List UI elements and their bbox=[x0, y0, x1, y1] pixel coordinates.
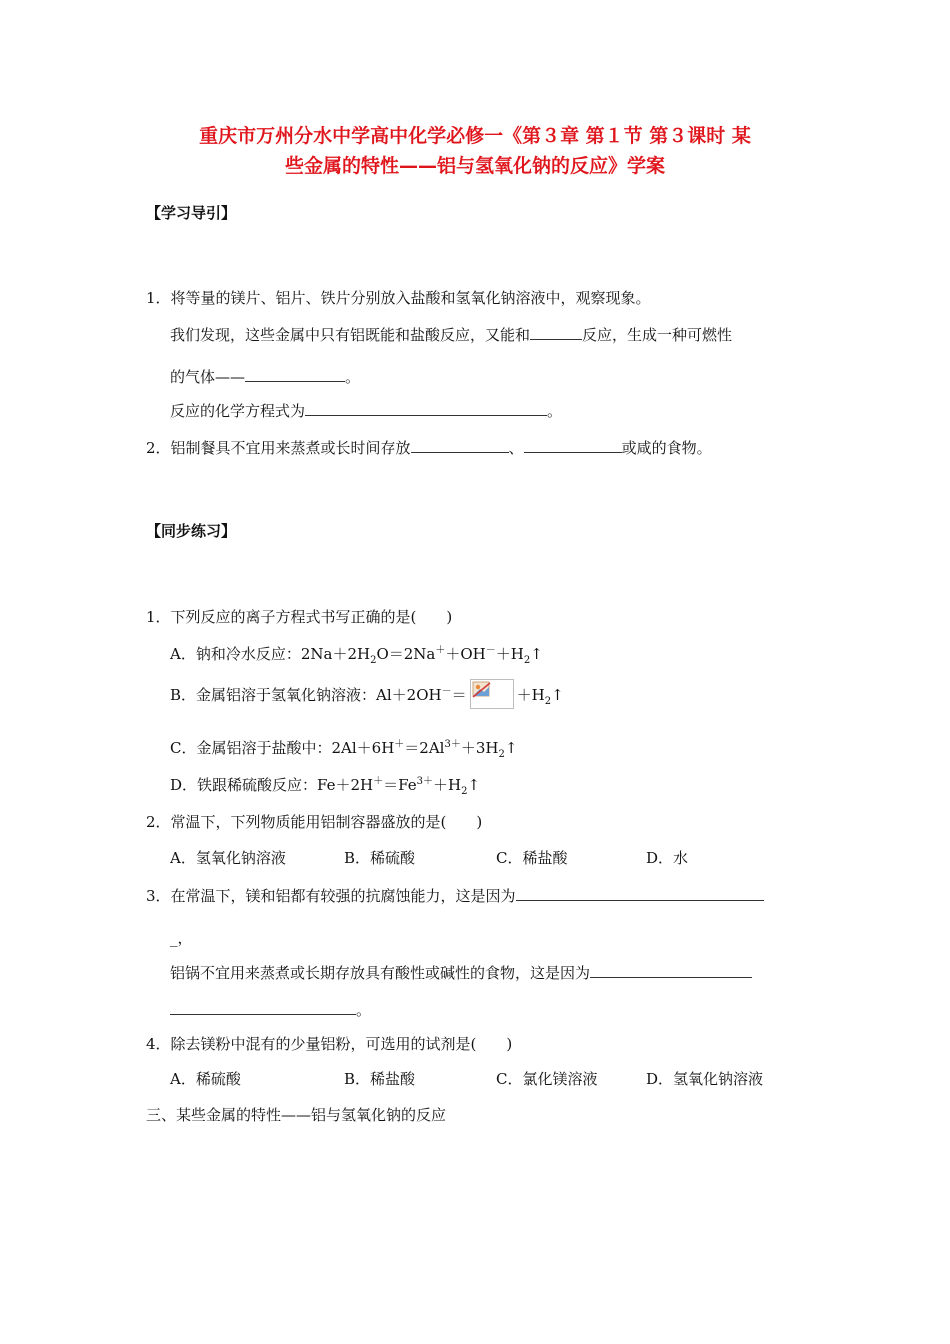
subscript: 2 bbox=[498, 749, 505, 760]
practice-q4-option-b: B．稀盐酸 bbox=[344, 1070, 416, 1088]
practice-q2-option-a: A．氢氧化钠溶液 bbox=[170, 849, 286, 867]
option-a-text: O＝2Na bbox=[376, 645, 436, 663]
superscript: － bbox=[441, 686, 452, 697]
option-b-text: B．金属铝溶于氢氧化钠溶液：Al＋2OH bbox=[170, 686, 442, 704]
practice-q4-option-a: A．稀硫酸 bbox=[170, 1070, 241, 1088]
option-b-text: ＝ bbox=[451, 686, 467, 704]
guide-q1-line4 bbox=[170, 399, 562, 422]
guide-q2-text-a: 2．铝制餐具不宜用来蒸煮或长时间存放 bbox=[146, 439, 411, 457]
superscript: ＋ bbox=[435, 645, 446, 656]
practice-q3-text-c: 铝锅不宜用来蒸煮或长期存放具有酸性或碱性的食物，这是因为 bbox=[170, 964, 591, 982]
up-arrow: ↑ bbox=[530, 645, 543, 663]
up-arrow: ↑ bbox=[467, 776, 481, 794]
practice-q4-option-c: C．氯化镁溶液 bbox=[496, 1070, 598, 1088]
practice-q1-option-c bbox=[170, 737, 517, 759]
guide-q1-line3-text-b: 。 bbox=[345, 368, 361, 386]
practice-q3-line3 bbox=[170, 961, 752, 984]
guide-q2 bbox=[146, 436, 712, 459]
guide-q1-line2-text-a: 我们发现，这些金属中只有铝既能和盐酸反应，又能和 bbox=[170, 326, 531, 344]
superscript: － bbox=[485, 645, 496, 656]
section-heading-practice: 【同步练习】 bbox=[146, 522, 237, 540]
practice-q4-option-d: D．氢氧化钠溶液 bbox=[646, 1070, 764, 1088]
subscript: 2 bbox=[523, 655, 531, 666]
guide-q1-line2 bbox=[170, 323, 732, 346]
subscript: 2 bbox=[370, 655, 377, 666]
practice-q1-stem: 1．下列反应的离子方程式书写正确的是( ) bbox=[146, 608, 453, 626]
fill-blank[interactable] bbox=[170, 998, 356, 1015]
option-d-text: ＋H bbox=[432, 776, 462, 794]
guide-q1-line2-text-b: 反应，生成一种可燃性 bbox=[582, 326, 733, 344]
practice-q4-stem: 4．除去镁粉中混有的少量铝粉，可选用的试剂是( ) bbox=[146, 1035, 513, 1053]
option-a-text: ＋OH bbox=[445, 645, 486, 663]
guide-q1-line3 bbox=[170, 365, 360, 388]
option-c-text: ＋3H bbox=[460, 739, 499, 757]
option-c-text: ＝2Al bbox=[404, 739, 445, 757]
document-title-line-2: 些金属的特性——铝与氢氧化钠的反应》学案 bbox=[284, 155, 665, 177]
fill-blank[interactable] bbox=[305, 399, 547, 416]
superscript: 3＋ bbox=[444, 739, 461, 750]
footer-section-title: 三、某些金属的特性——铝与氢氧化钠的反应 bbox=[146, 1106, 447, 1124]
practice-q1-option-a bbox=[170, 643, 543, 665]
fill-blank[interactable] bbox=[524, 436, 622, 453]
fill-blank[interactable] bbox=[411, 436, 509, 453]
broken-image-icon bbox=[470, 679, 514, 709]
option-b-text: ＋H bbox=[516, 686, 545, 704]
guide-q1-line4-text-a: 反应的化学方程式为 bbox=[170, 402, 306, 420]
superscript: ＋ bbox=[394, 739, 405, 750]
superscript: ＋ bbox=[373, 776, 384, 787]
practice-q3-line2: _， bbox=[170, 929, 193, 947]
practice-q1-option-d bbox=[170, 774, 480, 796]
fill-blank[interactable] bbox=[530, 323, 582, 340]
option-d-text: D．铁跟稀硫酸反应：Fe＋2H bbox=[170, 776, 374, 794]
fill-blank[interactable] bbox=[516, 884, 764, 901]
up-arrow: ↑ bbox=[504, 739, 518, 757]
guide-q2-sep: 、 bbox=[508, 439, 524, 457]
section-heading-guide: 【学习导引】 bbox=[146, 204, 237, 222]
subscript: 2 bbox=[461, 786, 468, 797]
guide-q2-text-b: 或咸的食物。 bbox=[621, 439, 712, 457]
guide-q1-line4-text-b: 。 bbox=[547, 402, 563, 420]
practice-q2-option-d: D．水 bbox=[646, 849, 689, 867]
option-a-text: ＋H bbox=[495, 645, 524, 663]
superscript: 3＋ bbox=[416, 776, 433, 787]
practice-q3-text-d: 。 bbox=[356, 1001, 372, 1019]
practice-q2-option-b: B．稀硫酸 bbox=[344, 849, 416, 867]
document-title-line-1: 重庆市万州分水中学高中化学必修一《第３章 第１节 第３课时 某 bbox=[199, 125, 751, 147]
fill-blank[interactable] bbox=[245, 365, 345, 382]
practice-q2-option-c: C．稀盐酸 bbox=[496, 849, 568, 867]
option-a-text: A．钠和冷水反应：2Na＋2H bbox=[170, 645, 371, 663]
practice-q3-line1 bbox=[146, 884, 764, 907]
up-arrow: ↑ bbox=[551, 686, 564, 704]
option-c-text: C．金属铝溶于盐酸中：2Al＋6H bbox=[170, 739, 395, 757]
practice-q1-option-b bbox=[170, 681, 564, 711]
subscript: 2 bbox=[544, 696, 552, 707]
fill-blank[interactable] bbox=[590, 961, 752, 978]
guide-q1-stem: 1．将等量的镁片、铝片、铁片分别放入盐酸和氢氧化钠溶液中，观察现象。 bbox=[146, 289, 651, 307]
practice-q3-line4 bbox=[170, 998, 371, 1021]
practice-q3-text-a: 3．在常温下，镁和铝都有较强的抗腐蚀能力，这是因为 bbox=[146, 887, 516, 905]
guide-q1-line3-text-a: 的气体—— bbox=[170, 368, 246, 386]
option-d-text: ＝Fe bbox=[383, 776, 417, 794]
practice-q2-stem: 2．常温下，下列物质能用铝制容器盛放的是( ) bbox=[146, 813, 483, 831]
